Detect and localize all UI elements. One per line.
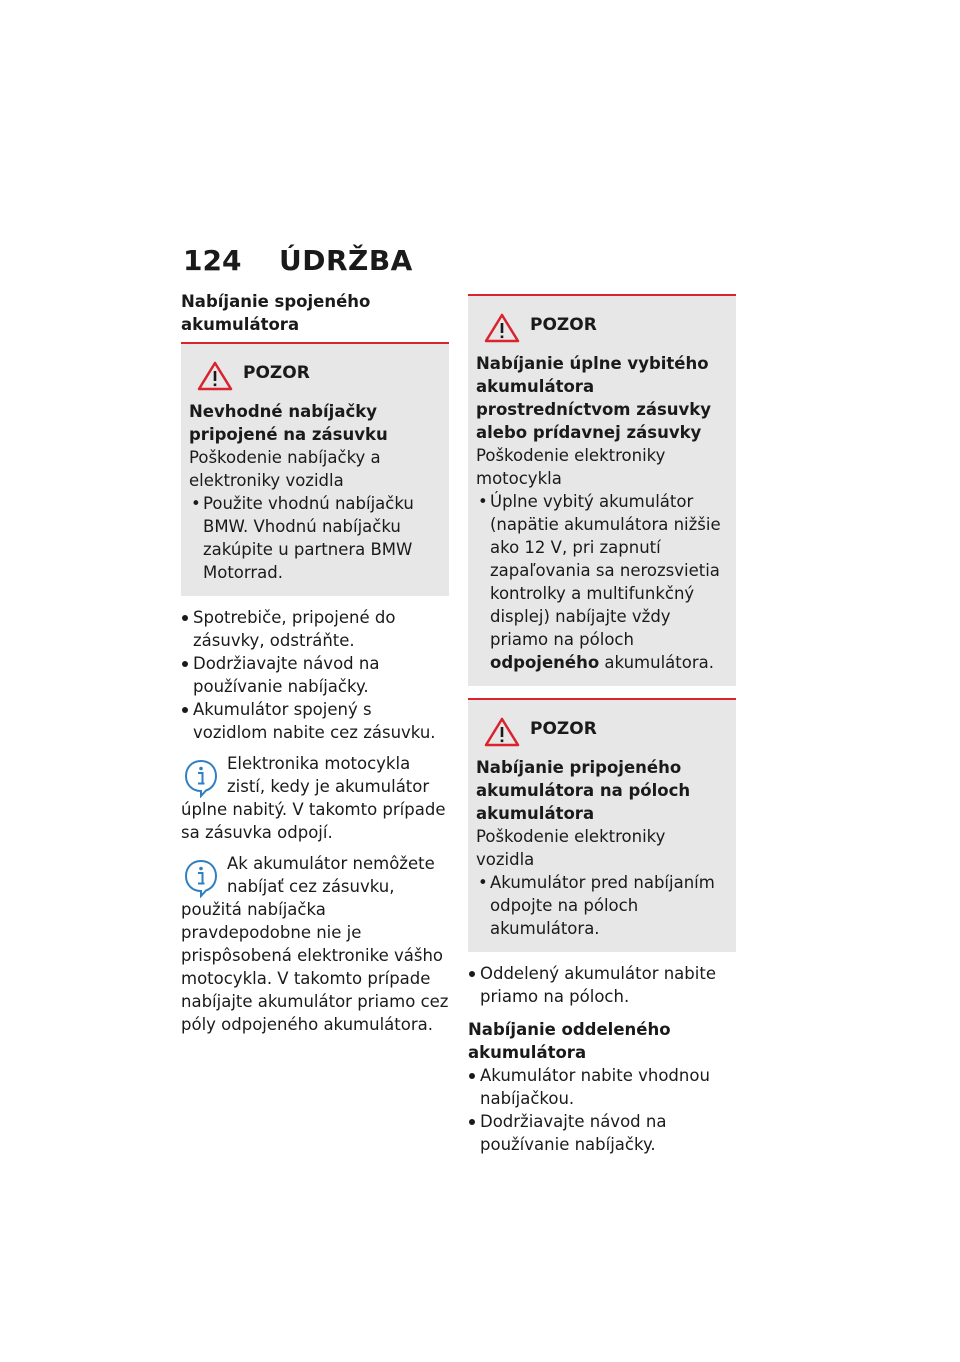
list-item: Akumulátor nabite vhodnou nabíjačkou. [468,1064,736,1110]
list-item: Spotrebiče, pripojené do zásuvky, odstráňte. [181,606,449,652]
warning-triangle-icon [197,361,233,391]
warning-label: POZOR [530,718,597,739]
warning-list [476,871,728,940]
warning-title: Nabíjanie pripojeného akumulátora na póloch akumulátora [476,758,691,823]
warning-title: Nevhodné nabíjačky pripojené na zásuvku [189,402,388,444]
warning-box [181,344,449,596]
warning-triangle-icon [484,313,520,343]
section-heading: Nabíjanie oddeleného akumulátora [468,1020,671,1062]
warning-consequence: Poškodenie nabíjačky a elektroniky vozidla [189,448,381,490]
page-header [183,244,413,277]
emphasis: odpojeného [490,653,600,672]
bullet-list [468,962,736,1008]
warning-box [468,296,736,686]
warning-list [476,490,728,674]
right-column [468,294,736,1156]
list-item: Dodržiavajte návod na používanie nabíjačky. [181,652,449,698]
bullet-list [468,1064,736,1156]
list-item: Akumulátor spojený s vozidlom nabite cez zásuvku. [181,698,449,744]
warning-triangle-icon [484,717,520,747]
info-text: Ak akumulátor nemôžete nabíjať cez zásuvku, použitá nabíjačka pravdepodobne nie je prispôsobená elektronike vášho motocykla. V takomto prípade nabíjajte akumulátor priamo cez póly odpojeného akumulátora. [181,854,449,1034]
info-icon [183,858,219,898]
list-item: Oddelený akumulátor nabite priamo na póloch. [468,962,736,1008]
warning-label: POZOR [243,362,310,383]
info-icon [183,758,219,798]
warning-box [468,700,736,952]
list-item: • Úplne vybitý akumulátor (napätie akumulátora nižšie ako 12 V, pri zapnutí zapaľovania sa nerozsvietia kontrolky a multifunkčný displej) nabíjajte vždy priamo na póloch odpojeného akumulátora. [476,490,728,674]
list-item: Dodržiavajte návod na používanie nabíjačky. [468,1110,736,1156]
left-column [181,290,449,1036]
list-item: • Akumulátor pred nabíjaním odpojte na póloch akumulátora. [476,871,728,940]
page-number: 124 [183,244,242,277]
info-note [181,852,449,1036]
warning-list [189,492,441,584]
warning-consequence: Poškodenie elektroniky vozidla [476,827,666,869]
section-heading: Nabíjanie spojeného akumulátora [181,292,371,334]
info-text: Elektronika motocykla zistí, kedy je akumulátor úplne nabitý. V takomto prípade sa zásuvka odpojí. [181,754,446,842]
warning-title: Nabíjanie úplne vybitého akumulátora prostredníctvom zásuvky alebo prídavnej zásuvky [476,354,712,442]
section-title: ÚDRŽBA [279,244,413,277]
info-note [181,752,449,844]
bullet-list [181,606,449,744]
warning-consequence: Poškodenie elektroniky motocykla [476,446,666,488]
list-item: • Použite vhodnú nabíjačku BMW. Vhodnú nabíjačku zakúpite u partnera BMW Motorrad. [189,492,441,584]
warning-label: POZOR [530,314,597,335]
